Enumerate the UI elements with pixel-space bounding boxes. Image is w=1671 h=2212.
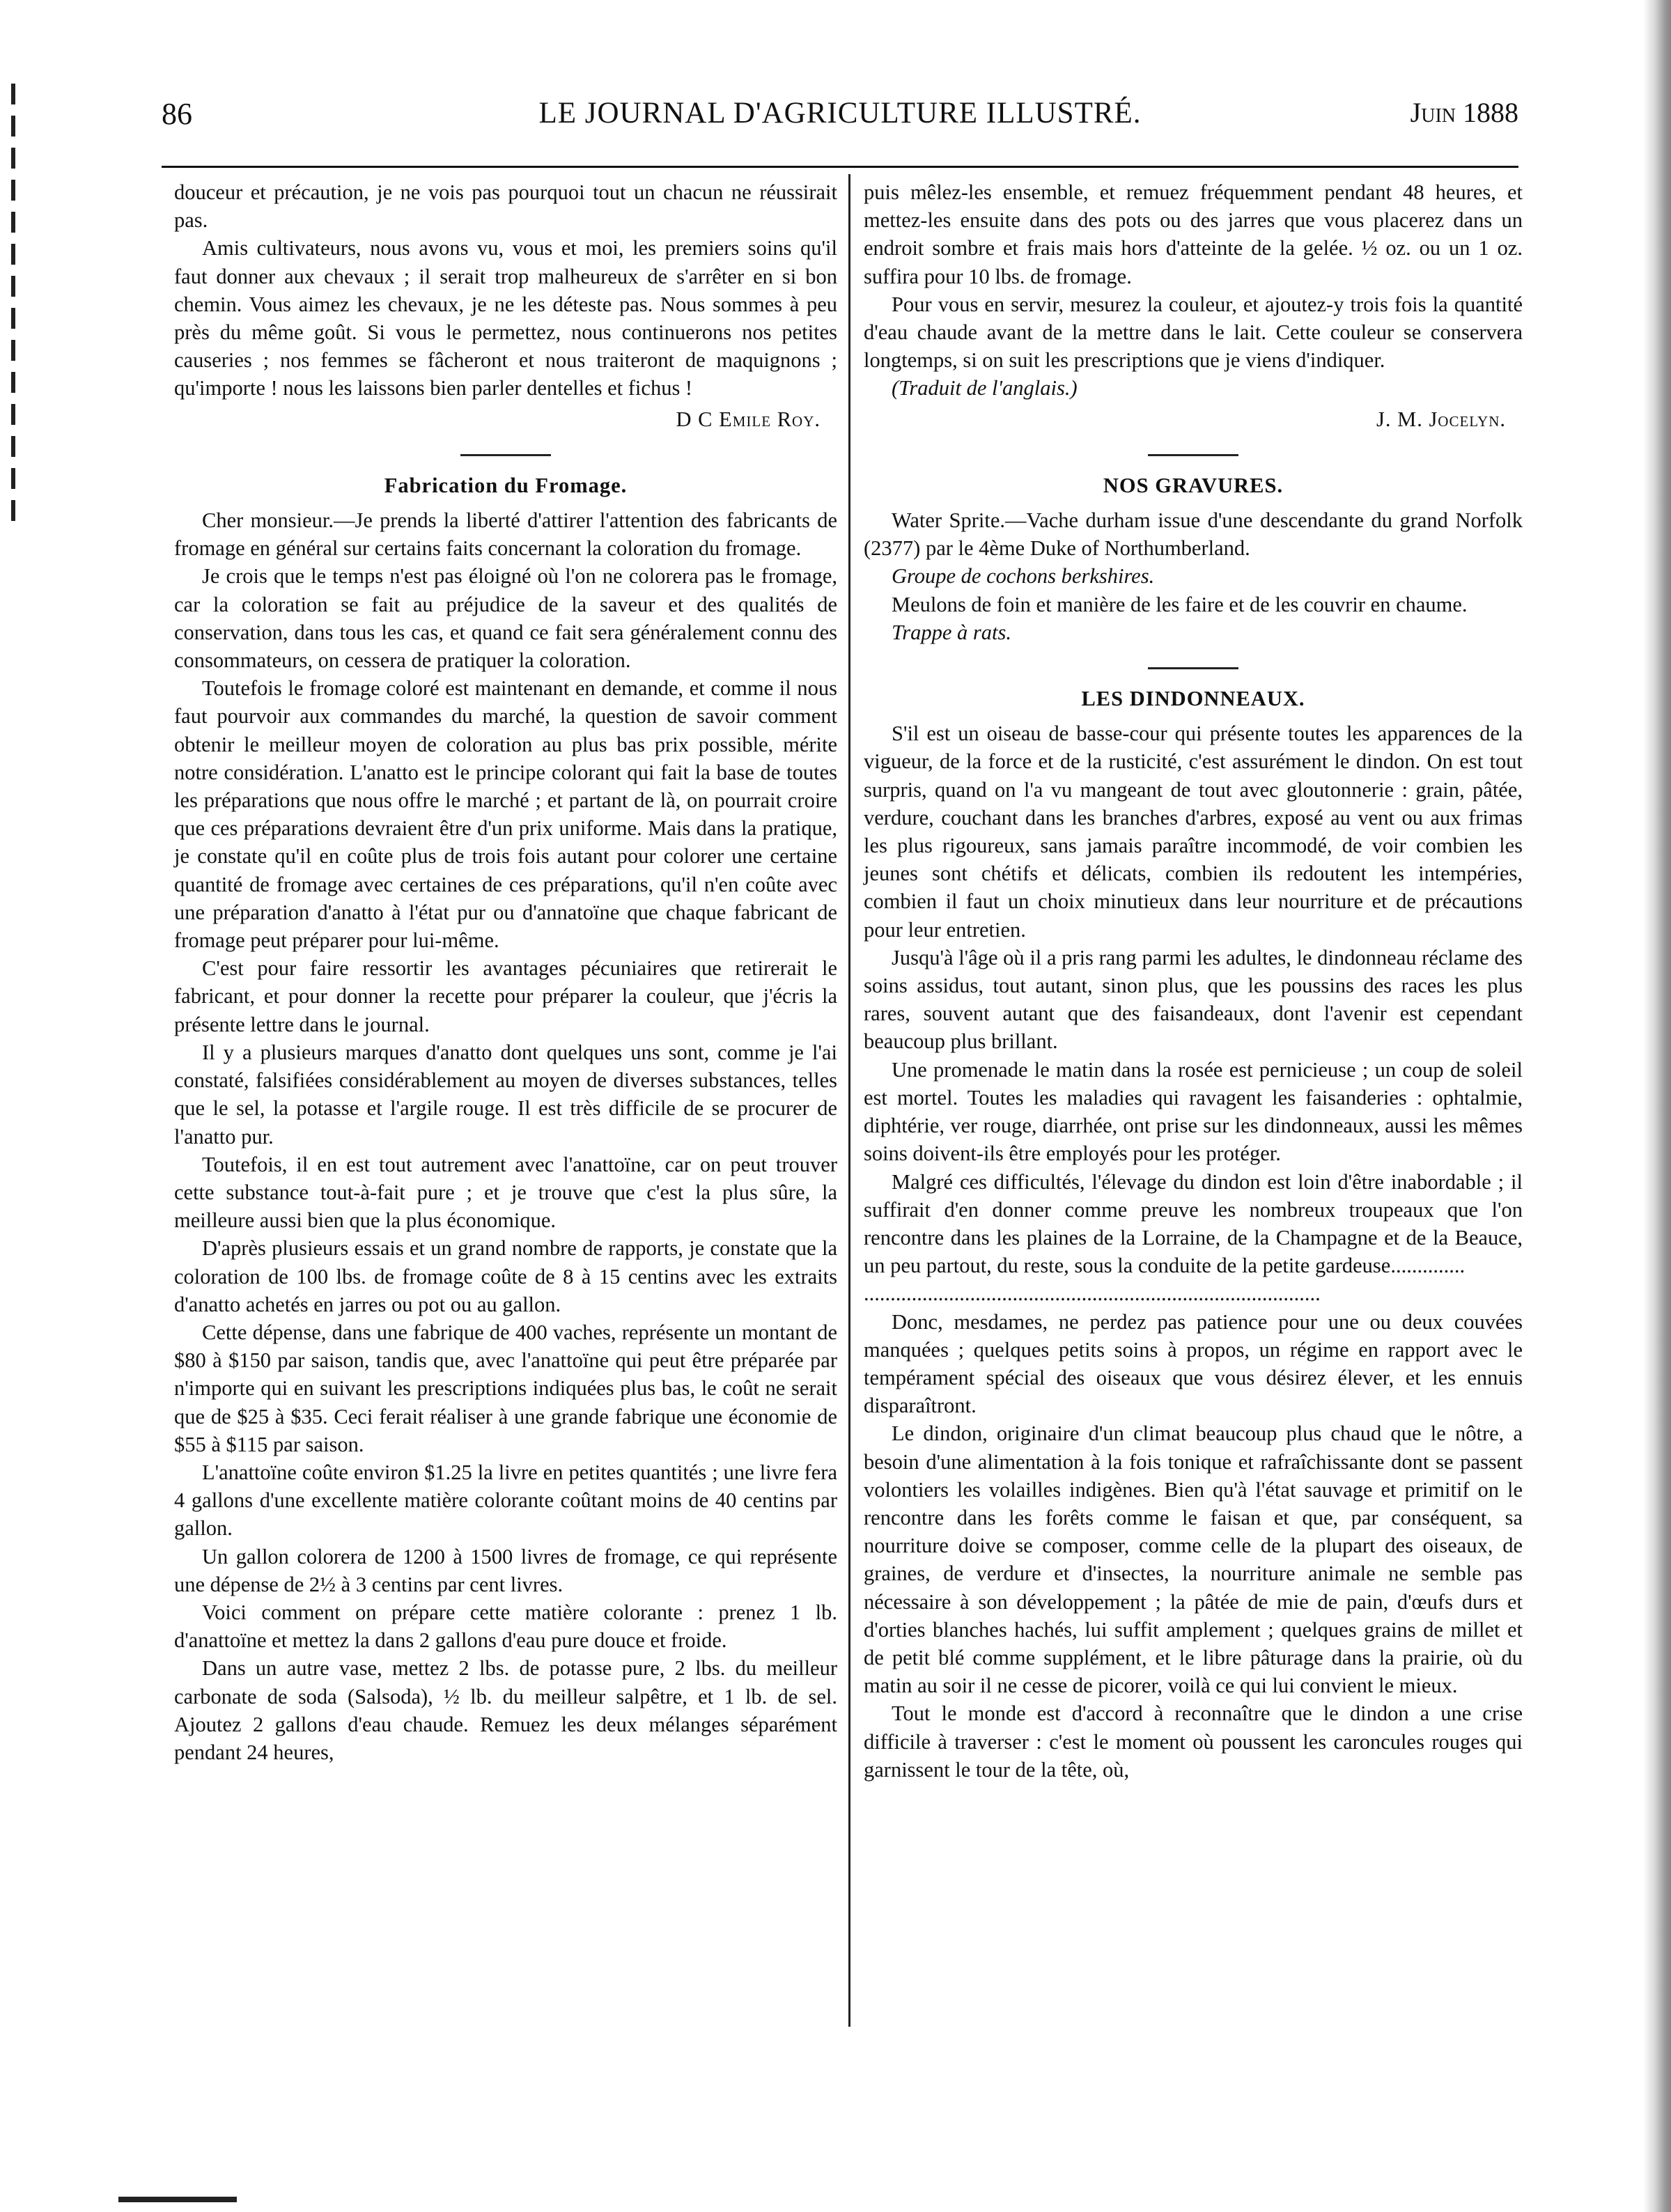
article-title: Fabrication du Fromage. xyxy=(384,473,628,497)
issue-date: Juin 1888 xyxy=(1410,97,1518,128)
left-column xyxy=(174,178,837,1766)
paragraph: Cette dépense, dans une fabrique de 400 vaches, représente un montant de $80 à $150 par saison, tandis que, avec l'anattoïne qui peut être préparée par n'importe qui en suivant les prescriptions indiquées plus bas, le coût ne serait que de $25 à $35. Ceci ferait réaliser à une grande fabrique une économie de $55 à $115 par saison. xyxy=(174,1320,837,1456)
section-divider xyxy=(1148,454,1238,456)
paragraph: Tout le monde est d'accord à reconnaître que le dindon a une crise difficile à traverser : c'est le moment où poussent les caroncules rouges qui garnissent le tour de la tête, où, xyxy=(864,1701,1523,1782)
paragraph: Amis cultivateurs, nous avons vu, vous et moi, les premiers soins qu'il faut donner aux chevaux ; il serait trop malheureux de s'arrêter en si bon chemin. Vous aimez les chevaux, je ne les déteste pas. Nous sommes à peu près du même goût. Si vous le permettez, nous continuerons nos petites causeries ; nos femmes se fâcheront et nous traiteront de maquignons ; qu'importe ! nous les laissons bien parler dentelles et fichus ! xyxy=(174,236,837,400)
section-divider xyxy=(1148,667,1238,669)
paragraph: Je crois que le temps n'est pas éloigné où l'on ne colorera pas le fromage, car la coloration se fait au préjudice de la saveur et des qualités de conservation, dans tous les cas, et quand ce fait sera généralement connu des consommateurs, on cessera de pratiquer la coloration. xyxy=(174,564,837,673)
paragraph: C'est pour faire ressortir les avantages pécuniaires que retirerait le fabricant, et pour donner la recette pour préparer la couleur, que j'écris la présente lettre dans le journal. xyxy=(174,956,837,1036)
section-title-dindonneaux: LES DINDONNEAUX. xyxy=(1081,687,1305,711)
gravure-item: Trappe à rats. xyxy=(892,620,1012,644)
gravure-item: Groupe de cochons berkshires. xyxy=(892,564,1155,589)
paragraph: Toutefois le fromage coloré est maintenant en demande, et comme il nous faut pourvoir aux commandes du marché, la question de savoir comment obtenir le meilleur moyen de coloration au plus bas prix possible, mérite notre considération. L'anatto est le principe colorant qui fait la base de toutes les préparations que nous offre le marché ; et partant de là, on pourrait croire que ces préparations devraient être d'un prix uniforme. Mais dans la pratique, je constate qu'il en coûte plus de trois fois autant pour colorer une certaine quantité de fromage avec certaines de ces préparations, qu'il n'en coûte avec une préparation d'anatto à l'état pur ou d'annatoïne que chaque fabricant de fromage peut préparer pour lui-même. xyxy=(174,676,837,953)
column-divider xyxy=(848,174,850,2027)
gravure-item: Meulons de foin et manière de les faire et de les couvrir en chaume. xyxy=(892,592,1468,616)
paragraph: Dans un autre vase, mettez 2 lbs. de potasse pure, 2 lbs. du meilleur carbonate de soda (Salsoda), ½ lb. du meilleur salpêtre, et 1 lb. de sel. Ajoutez 2 gallons d'eau chaude. Remuez les deux mélanges séparément pendant 24 heures, xyxy=(174,1656,837,1764)
paragraph: Voici comment on prépare cette matière colorante : prenez 1 lb. d'anattoïne et mettez la dans 2 gallons d'eau pure douce et froide. xyxy=(174,1600,837,1653)
paragraph: Cher monsieur.—Je prends la liberté d'attirer l'attention des fabricants de fromage en général sur certains faits concernant la coloration du fromage. xyxy=(174,508,837,561)
scan-margin-marks xyxy=(11,84,15,529)
paragraph: Un gallon colorera de 1200 à 1500 livres de fromage, ce qui représente une dépense de 2½ à 3 centins par cent livres. xyxy=(174,1544,837,1596)
paragraph: puis mêlez-les ensemble, et remuez fréquemment pendant 48 heures, et mettez-les ensuite dans des pots ou des jarres que vous placerez dans un endroit sombre et frais mais hors d'atteinte de la gelée. ½ oz. ou un 1 oz. suffira pour 10 lbs. de fromage. xyxy=(864,180,1523,288)
translation-note: (Traduit de l'anglais.) xyxy=(892,376,1078,400)
scan-bottom-mark xyxy=(118,2197,237,2202)
paragraph: Il y a plusieurs marques d'anatto dont quelques uns sont, comme je l'ai constaté, falsifiées considérablement au moyen de diverses substances, telles que le sel, la potasse et l'argile rouge. Il est très difficile de se procurer de l'anatto pur. xyxy=(174,1040,837,1148)
paragraph: Donc, mesdames, ne perdez pas patience pour une ou deux couvées manquées ; quelques petits soins à propos, un régime en rapport avec le tempérament spécial des oiseaux que vous désirez élever, et les ennuis disparaîtront. xyxy=(864,1309,1523,1418)
paragraph: Jusqu'à l'âge où il a pris rang parmi les adultes, le dindonneau réclame des soins assidus, tout autant, sinon plus, que les poussins des races les plus rares, souvent autant que des faisandeaux, dont l'avenir est cependant beaucoup plus brillant. xyxy=(864,945,1523,1054)
paragraph: Pour vous en servir, mesurez la couleur, et ajoutez-y trois fois la quantité d'eau chaude avant de la mettre dans le lait. Cette couleur se conservera longtemps, si on suit les prescriptions que je viens d'indiquer. xyxy=(864,292,1523,373)
paragraph: S'il est un oiseau de basse-cour qui présente toutes les apparences de la vigueur, de la force et de la rusticité, c'est assurément le dindon. On est tout surpris, quand on l'a vu mangeant de tout avec gloutonnerie : grain, pâtée, verdure, couchant dans les branches d'arbres, exposé au vent ou aux frimas les plus rigoureux, sans jamais paraître incommodé, de voir combien les jeunes sont chétifs et délicats, combien ils redoutent les intempéries, combien il faut un choix minutieux dans leur nourriture et de précautions pour leur entretien. xyxy=(864,722,1523,942)
section-divider xyxy=(460,454,551,456)
right-column xyxy=(864,178,1523,1784)
author-signature: D C Emile Roy. xyxy=(676,407,821,431)
paragraph: Une promenade le matin dans la rosée est pernicieuse ; un coup de soleil est mortel. Toutes les maladies qui ravagent les faisanderies : ophtalmie, diphtérie, ver rouge, diarrhée, ont prise sur les dindonneaux, aussi les mêmes soins doivent-ils être employés pour les protéger. xyxy=(864,1057,1523,1166)
author-signature: J. M. Jocelyn. xyxy=(1376,407,1506,431)
paragraph: Toutefois, il en est tout autrement avec l'anattoïne, car on peut trouver cette substance tout-à-fait pure ; et je trouve que c'est la plus sûre, la meilleure aussi bien que la plus économique. xyxy=(174,1152,837,1233)
section-title-gravures: NOS GRAVURES. xyxy=(1103,473,1284,497)
gravure-item: Water Sprite.—Vache durham issue d'une descendante du grand Norfolk (2377) par le 4ème Duke of Northumberland. xyxy=(864,508,1523,561)
paragraph: D'après plusieurs essais et un grand nombre de rapports, je constate que la coloration de 100 lbs. de fromage coûte de 8 à 15 centins avec les extraits d'anatto achetés en jarres ou pot ou au gallon. xyxy=(174,1236,837,1316)
page-number: 86 xyxy=(162,97,192,131)
paragraph: Le dindon, originaire d'un climat beaucoup plus chaud que le nôtre, a besoin d'une alimentation à la fois tonique et rafraîchissante dont se passent volontiers les volailles indigènes. Bien qu'à l'état sauvage et primitif on le rencontre dans les forêts comme le faisan et que, par conséquent, sa nourriture doive se composer, comme celle de la plupart des oiseaux, de graines, de verdure et d'insectes, la nourriture animale ne semble pas nécessaire à son développement ; la pâtée de mie de pain, d'œufs durs et d'orties blanches hachés, lui suffit amplement ; quelques grains de millet et de petit blé comme supplément, et le libre pâturage dans la prairie, où du matin au soir il ne cesse de picorer, voilà ce qui lui convient le mieux. xyxy=(864,1422,1523,1698)
page-header xyxy=(162,96,1518,138)
journal-title: LE JOURNAL D'AGRICULTURE ILLUSTRÉ. xyxy=(538,97,1142,130)
header-rule xyxy=(162,166,1518,168)
dotted-separator: ...................................................................................... xyxy=(864,1282,1321,1306)
paragraph: douceur et précaution, je ne vois pas pourquoi tout un chacun ne réussirait pas. xyxy=(174,180,837,233)
scan-edge-shadow xyxy=(1643,0,1671,2212)
paragraph: Malgré ces difficultés, l'élevage du dindon est loin d'être inabordable ; il suffirait d'en donner comme preuve les nombreux troupeaux que l'on rencontre dans les plaines de la Lorraine, de la Champagne et de la Beauce, un peu partout, du reste, sous la conduite de la petite gardeuse.............. xyxy=(864,1169,1523,1278)
paragraph: L'anattoïne coûte environ $1.25 la livre en petites quantités ; une livre fera 4 gallons d'une excellente matière colorante coûtant moins de 40 centins par gallon. xyxy=(174,1460,837,1541)
